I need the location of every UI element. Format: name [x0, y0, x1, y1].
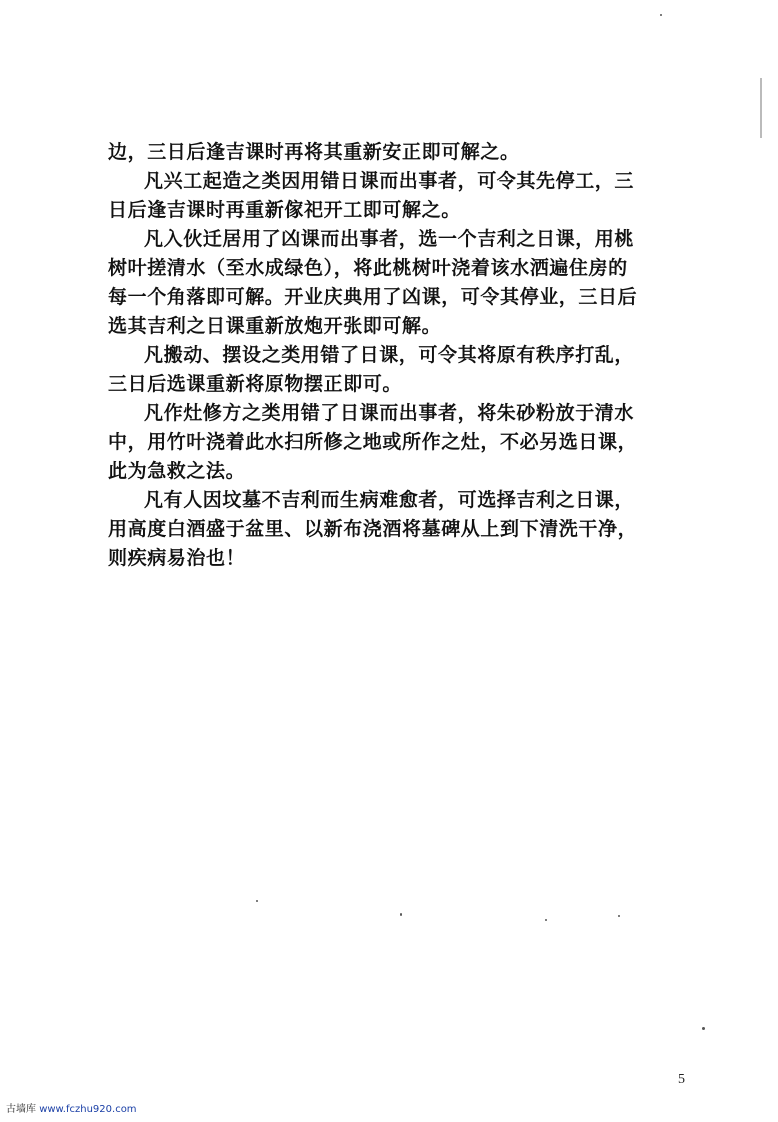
watermark: [6, 1100, 137, 1115]
text-line: 选其吉利之日课重新放炮开张即可解。: [108, 315, 442, 337]
watermark-site-name: 古墙库: [6, 1104, 36, 1115]
text-line: 凡入伙迁居用了凶课而出事者，选一个吉利之日课，用桃: [144, 228, 635, 250]
scan-speck: [618, 915, 620, 917]
text-line: 凡作灶修方之类用错了日课而出事者，将朱砂粉放于清水: [144, 402, 635, 424]
text-line: 边，三日后逢吉课时再将其重新安正即可解之。: [108, 141, 520, 163]
text-line: 凡有人因坟墓不吉利而生病难愈者，可选择吉利之日课，: [144, 489, 635, 511]
body-text: [108, 138, 700, 573]
watermark-url[interactable]: www.fczhu920.com: [39, 1104, 137, 1115]
text-line: 树叶搓清水（至水成绿色），将此桃树叶浇着该水洒遍住房的: [108, 257, 628, 279]
text-line: 三日后选课重新将原物摆正即可。: [108, 373, 403, 395]
text-line: 中，用竹叶浇着此水扫所修之地或所作之灶，不必另选日课，: [108, 431, 638, 453]
scan-speck: [256, 900, 258, 902]
scan-edge-mark: [760, 78, 762, 138]
scan-speck: [702, 1027, 705, 1030]
scan-speck: [400, 913, 402, 916]
scan-speck: [660, 14, 662, 16]
page-number: 5: [678, 1072, 685, 1087]
text-line: 每一个角落即可解。开业庆典用了凶课，可令其停业，三日后: [108, 286, 638, 308]
text-line: 此为急救之法。: [108, 460, 246, 482]
text-line: 则疾病易治也！: [108, 547, 246, 569]
text-line: 用高度白酒盛于盆里、以新布浇酒将墓碑从上到下清洗干净，: [108, 518, 638, 540]
scan-speck: [545, 919, 547, 921]
text-line: 日后逢吉课时再重新傢祀开工即可解之。: [108, 199, 461, 221]
text-line: 凡兴工起造之类因用错日课而出事者，可令其先停工，三: [144, 170, 635, 192]
text-line: 凡搬动、摆设之类用错了日课，可令其将原有秩序打乱，: [144, 344, 635, 366]
